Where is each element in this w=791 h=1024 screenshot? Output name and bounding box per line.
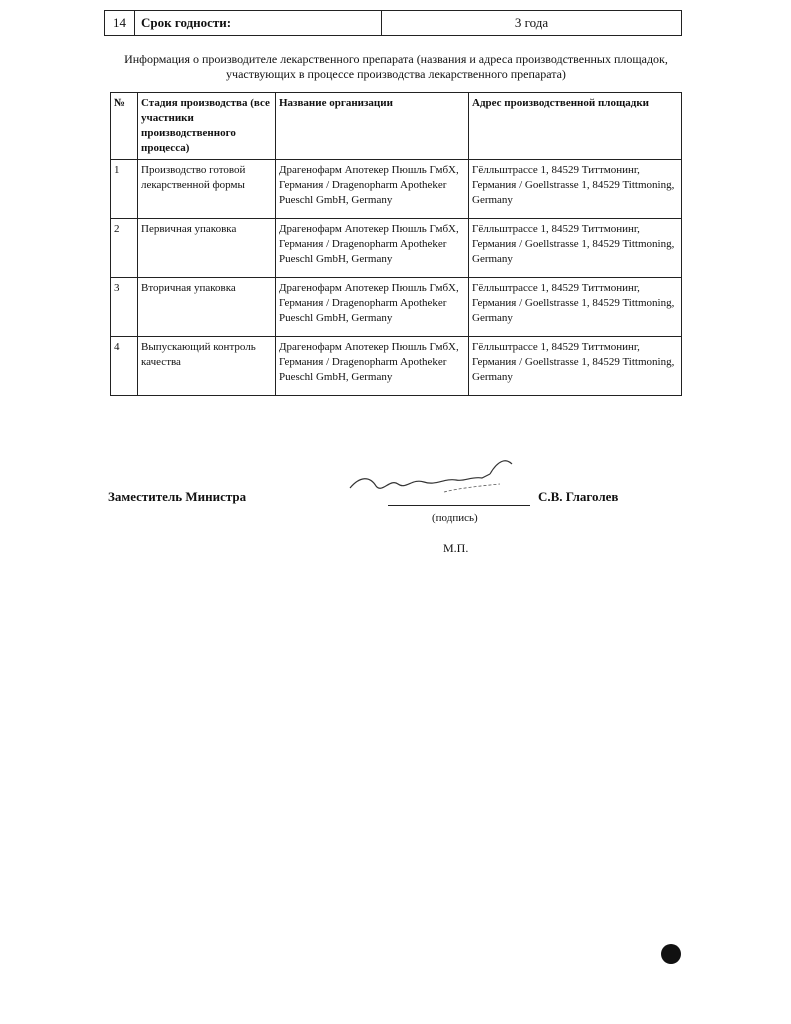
- signature-line: [388, 505, 530, 506]
- shelf-life-row: [104, 10, 682, 36]
- signatory-name: С.В. Глаголев: [538, 489, 619, 504]
- row-organization: Драгенофарм Апотекер Пюшль ГмбХ, Германия / Dragenopharm Apotheker Pueschl GmbH, Germany: [276, 160, 469, 219]
- row-stage: Производство готовой лекарственной формы: [138, 160, 276, 219]
- row-no: 4: [111, 337, 138, 396]
- header-stage: Стадия производства (все участники производственного процесса): [138, 93, 276, 160]
- row-no: 3: [111, 278, 138, 337]
- page-marker-dot-icon: [661, 944, 681, 964]
- row-address: Гёлльштрассе 1, 84529 Титтмонинг, Германия / Goellstrasse 1, 84529 Tittmoning, Germany: [469, 219, 682, 278]
- manufacturer-info-heading: Информация о производителе лекарственного препарата (названия и адреса производственных площадок, участвующих в процессе производства лекарственного препарата): [124, 52, 668, 81]
- signatory-title: Заместитель Министра: [108, 489, 247, 504]
- table-row: [111, 219, 682, 278]
- row-stage: Первичная упаковка: [138, 219, 276, 278]
- shelf-life-label: Срок годности:: [134, 10, 381, 36]
- table-header-row: [111, 93, 682, 160]
- row-stage: Вторичная упаковка: [138, 278, 276, 337]
- row-organization: Драгенофарм Апотекер Пюшль ГмбХ, Германия / Dragenopharm Apotheker Pueschl GmbH, Germany: [276, 278, 469, 337]
- row-organization: Драгенофарм Апотекер Пюшль ГмбХ, Германия / Dragenopharm Apotheker Pueschl GmbH, Germany: [276, 337, 469, 396]
- header-number: №: [111, 93, 138, 160]
- row-organization: Драгенофарм Апотекер Пюшль ГмбХ, Германия / Dragenopharm Apotheker Pueschl GmbH, Germany: [276, 219, 469, 278]
- row-number: 14: [104, 10, 134, 36]
- header-address: Адрес производственной площадки: [469, 93, 682, 160]
- handwritten-signature-icon: [340, 448, 540, 508]
- header-organization: Название организации: [276, 93, 469, 160]
- row-stage: Выпускающий контроль качества: [138, 337, 276, 396]
- row-address: Гёлльштрассе 1, 84529 Титтмонинг, Германия / Goellstrasse 1, 84529 Tittmoning, Germany: [469, 160, 682, 219]
- row-no: 2: [111, 219, 138, 278]
- table-row: [111, 160, 682, 219]
- row-address: Гёлльштрассе 1, 84529 Титтмонинг, Германия / Goellstrasse 1, 84529 Tittmoning, Germany: [469, 278, 682, 337]
- table-row: [111, 278, 682, 337]
- stamp-place: М.П.: [443, 541, 469, 555]
- row-no: 1: [111, 160, 138, 219]
- shelf-life-value: 3 года: [381, 10, 682, 36]
- signature-caption: (подпись): [432, 512, 478, 524]
- row-address: Гёлльштрассе 1, 84529 Титтмонинг, Германия / Goellstrasse 1, 84529 Tittmoning, Germany: [469, 337, 682, 396]
- table-row: [111, 337, 682, 396]
- manufacturer-table: [110, 92, 682, 396]
